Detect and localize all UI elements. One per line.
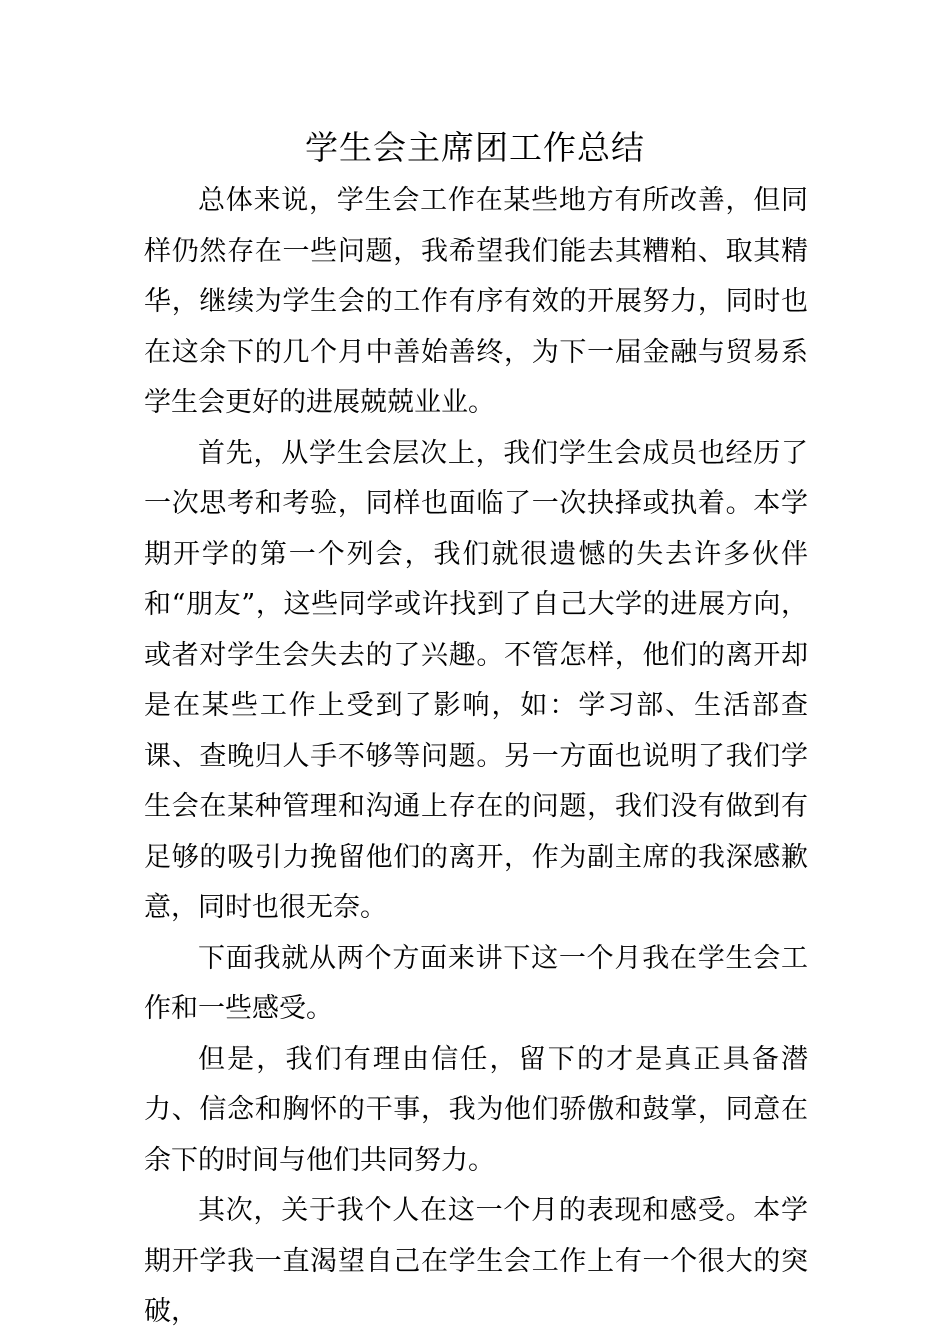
paragraph: 总体来说，学生会工作在某些地方有所改善，但同样仍然存在一些问题，我希望我们能去其糟粕、取其精华，继续为学生会的工作有序有效的开展努力，同时也在这余下的几个月中善始善终，为下一届金融与贸易系学生会更好的进展兢兢业业。 bbox=[144, 185, 808, 418]
paragraph: 下面我就从两个方面来讲下这一个月我在学生会工作和一些感受。 bbox=[144, 942, 808, 1024]
paragraph: 其次，关于我个人在这一个月的表现和感受。本学期开学我一直渴望自己在学生会工作上有一个很大的突破， bbox=[144, 1195, 808, 1327]
document-body bbox=[144, 176, 808, 1338]
paragraph: 首先，从学生会层次上，我们学生会成员也经历了一次思考和考验，同样也面临了一次抉择或执着。本学期开学的第一个列会，我们就很遗憾的失去许多伙伴和“朋友”，这些同学或许找到了自己大学的进展方向，或者对学生会失去的了兴趣。不管怎样，他们的离开却是在某些工作上受到了影响，如：学习部、生活部查课、查晚归人手不够等问题。另一方面也说明了我们学生会在某种管理和沟通上存在的问题，我们没有做到有足够的吸引力挽留他们的离开，作为副主席的我深感歉意，同时也很无奈。 bbox=[144, 437, 808, 923]
document-title: 学生会主席团工作总结 bbox=[305, 128, 645, 167]
paragraph: 但是，我们有理由信任，留下的才是真正具备潜力、信念和胸怀的干事，我为他们骄傲和鼓掌，同意在余下的时间与他们共同努力。 bbox=[144, 1043, 808, 1176]
